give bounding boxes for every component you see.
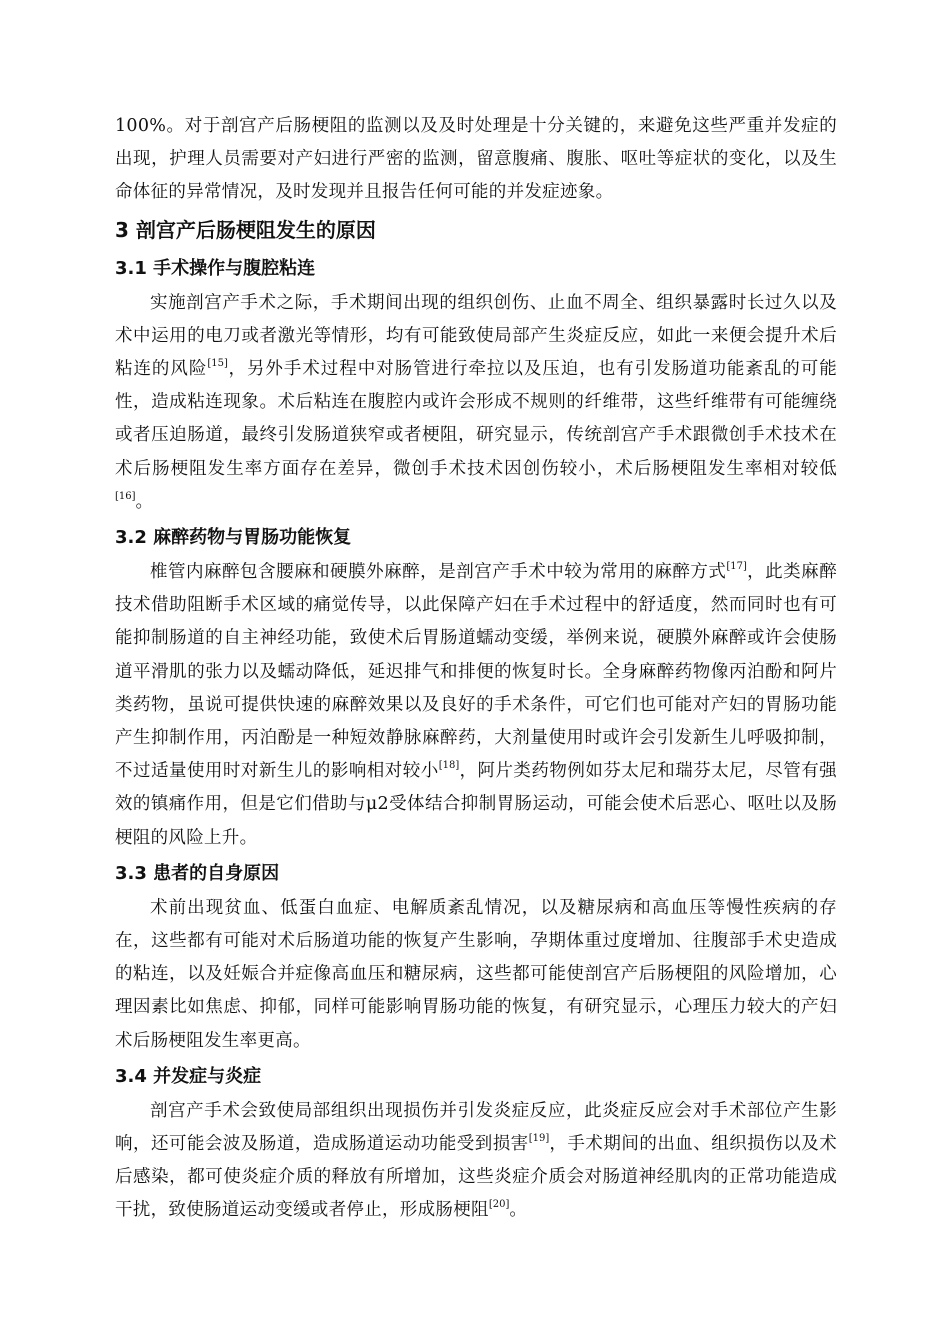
section-3-4-heading: 3.4 并发症与炎症 bbox=[115, 1065, 262, 1087]
citation-15: [15] bbox=[207, 358, 228, 370]
citation-16: [16] bbox=[115, 490, 136, 502]
citation-17: [17] bbox=[726, 561, 747, 573]
citation-18: [18] bbox=[438, 760, 460, 772]
text-run: 实施剖宫产手术之际，手术期间出现的组织创伤、止血不周全、组织暴露时长过久以及术中运用的电刀或者激光等情形，均有可能致使局部产生炎症反应，如此一来便会提升术后粘连的风险 bbox=[115, 292, 837, 380]
document-page bbox=[115, 110, 837, 1228]
section-3-2-paragraph bbox=[115, 556, 837, 855]
section-3-3-paragraph: 术前出现贫血、低蛋白血症、电解质紊乱情况，以及糖尿病和高血压等慢性疾病的存在，这些都有可能对术后肠道功能的恢复产生影响，孕期体重过度增加、往腹部手术史造成的粘连，以及妊娠合并症像高血压和糖尿病，这些都可能使剖宫产后肠梗阻的风险增加，心理因素比如焦虑、抑郁，同样可能影响胃肠功能的恢复，有研究显示，心理压力较大的产妇术后肠梗阻发生率更高。 bbox=[115, 897, 837, 1051]
citation-19: [19] bbox=[528, 1133, 550, 1145]
text-run: 椎管内麻醉包含腰麻和硬膜外麻醉，是剖宫产手术中较为常用的麻醉方式 bbox=[150, 562, 727, 583]
text-run: ，另外手术过程中对肠管进行牵拉以及压迫，也有引发肠道功能紊乱的可能性，造成粘连现象。术后粘连在腹腔内或许会形成不规则的纤维带，这些纤维带有可能缠绕或者压迫肠道，最终引发肠道狭窄或者梗阻，研究显示，传统剖宫产手术跟微创手术技术在术后肠梗阻发生率方面存在差异，微创手术技术因创伤较小，术后肠梗阻发生率相对较低 bbox=[115, 359, 838, 479]
text-run: ，手术期间的出血、组织损伤以及术后感染，都可使炎症介质的释放有所增加，这些炎症介质会对肠道神经肌肉的正常功能造成干扰，致使肠道运动变缓或者停止，形成肠梗阻 bbox=[115, 1134, 837, 1221]
text-run: ，阿片类药物例如芬太尼和瑞芬太尼，尽管有强效的镇痛作用，但是它们借助与μ2受体结合抑制胃肠运动，可能会使术后恶心、呕吐以及肠梗阻的风险上升。 bbox=[115, 761, 837, 848]
section-3-heading: 3 剖宫产后肠梗阻发生的原因 bbox=[115, 217, 376, 242]
section-3-3-heading: 3.3 患者的自身原因 bbox=[115, 862, 280, 884]
section-3-4-paragraph bbox=[115, 1095, 837, 1228]
text-run: 剖宫产手术会致使局部组织出现损伤并引发炎症反应，此炎症反应会对手术部位产生影响，还可能会波及肠道，造成肠道运动功能受到损害 bbox=[115, 1100, 837, 1155]
text-run: ，此类麻醉技术借助阻断手术区域的痛觉传导，以此保障产妇在手术过程中的舒适度，然而同时也有可能抑制肠道的自主神经功能，致使术后胃肠道蠕动变缓，举例来说，硬膜外麻醉或许会使肠道平滑肌的张力以及蠕动降低，延迟排气和排便的恢复时长。全身麻醉药物像丙泊酚和阿片类药物，虽说可提供快速的麻醉效果以及良好的手术条件，可它们也可能对产妇的胃肠功能产生抑制作用，丙泊酚是一种短效静脉麻醉药，大剂量使用时或许会引发新生儿呼吸抑制，不过适量使用时对新生儿的影响相对较小 bbox=[115, 562, 837, 782]
intro-paragraph: 100%。对于剖宫产后肠梗阻的监测以及及时处理是十分关键的，来避免这些严重并发症的出现，护理人员需要对产妇进行严密的监测，留意腹痛、腹胀、呕吐等症状的变化，以及生命体征的异常情况，及时发现并且报告任何可能的并发症迹象。 bbox=[115, 116, 837, 203]
section-3-1-heading: 3.1 手术操作与腹腔粘连 bbox=[115, 257, 316, 279]
section-3-1-paragraph bbox=[115, 287, 837, 519]
section-3-2-heading: 3.2 麻醉药物与胃肠功能恢复 bbox=[115, 527, 352, 549]
citation-20: [20] bbox=[488, 1199, 510, 1211]
text-run: 。 bbox=[135, 491, 154, 512]
text-run: 。 bbox=[509, 1200, 528, 1221]
